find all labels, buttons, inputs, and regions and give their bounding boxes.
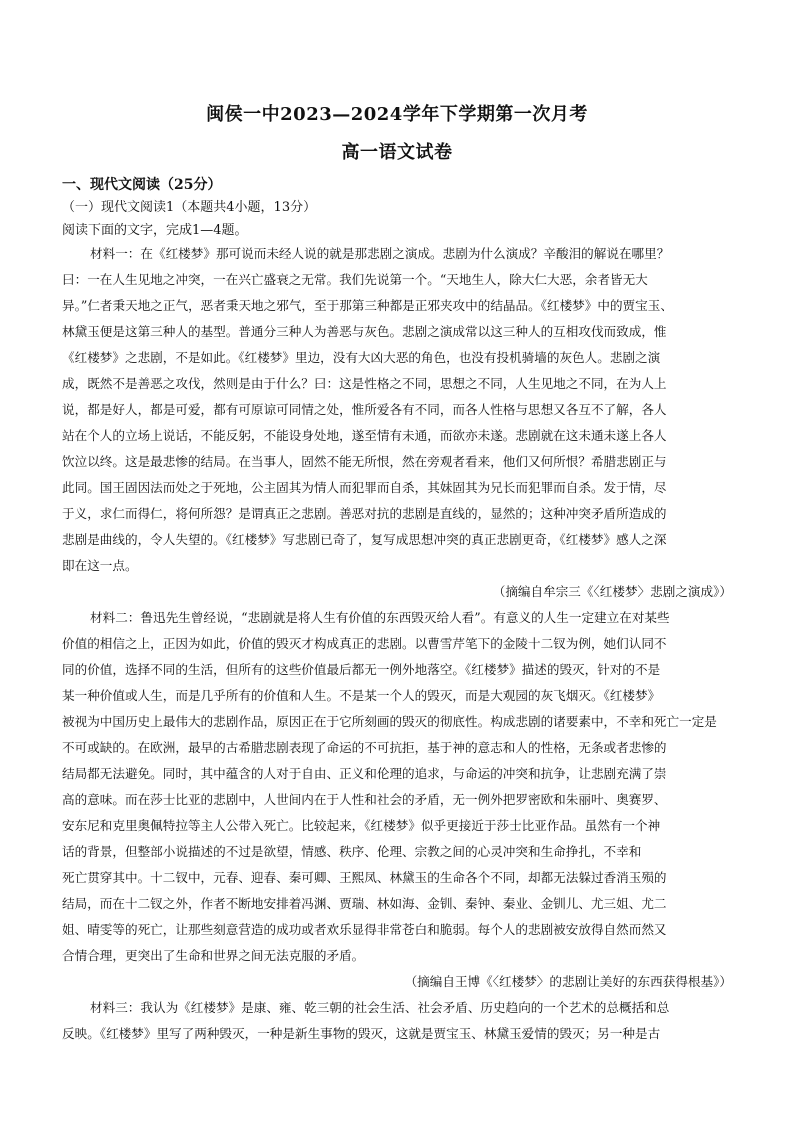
material2-line: 价值的相信之上，正因为如此，价值的毁灭才构成真正的悲剧。以曹雪芹笔下的金陵十二钗为例，她们认同不 bbox=[62, 636, 667, 651]
material2-line: 材料二：鲁迅先生曾经说，“悲剧就是将人生有价值的东西毁灭给人看”。有意义的人生一定建立在对某些 bbox=[90, 610, 670, 625]
part-heading: （一）现代文阅读1（本题共4小题，13分） bbox=[62, 200, 317, 215]
material1-line: 异。”仁者秉天地之正气，恶者秉天地之邪气，至于那第三种都是正邪夹攻中的结晶品。《红楼梦》中的贾宝玉、 bbox=[62, 298, 673, 313]
material2-line: 死亡贯穿其中。十二钗中，元春、迎春、秦可卿、王熙凤、林黛玉的生命各个不同，却都无法躲过香消玉殒的 bbox=[62, 870, 667, 885]
material2-line: 合情合理，更突出了生命和世界之间无法克服的矛盾。 bbox=[62, 948, 365, 963]
material1-source: （摘编自牟宗三《〈红楼梦〉悲剧之演成》） bbox=[492, 584, 732, 599]
material2-line: 安东尼和克里奥佩特拉等主人公带入死亡。比较起来，《红楼梦》似乎更接近于莎士比亚作品。虽然有一个神 bbox=[62, 818, 661, 833]
material1-line: 《红楼梦》之悲剧，不是如此。《红楼梦》里边，没有大凶大恶的角色，也没有投机骑墙的灰色人。悲剧之演 bbox=[62, 350, 661, 365]
material2-line: 被视为中国历史上最伟大的悲剧作品，原因正在于它所刻画的毁灭的彻底性。构成悲剧的诸要素中，不幸和死亡一定是 bbox=[62, 714, 717, 729]
material2-line: 高的意味。而在莎士比亚的悲剧中，人世间内在于人性和社会的矛盾，无一例外把罗密欧和朱丽叶、奥赛罗、 bbox=[62, 792, 667, 807]
section-heading: 一、现代文阅读（25分） bbox=[62, 177, 222, 193]
material2-line: 结局，而在十二钗之外，作者不断地安排着冯渊、贾瑞、林如海、金钏、秦钟、秦业、金钏儿、尤三姐、尤二 bbox=[62, 896, 667, 911]
material2-line: 不可或缺的。在欧洲，最早的古希腊悲剧表现了命运的不可抗拒，基于神的意志和人的性格，无条或者悲惨的 bbox=[62, 740, 667, 755]
material2-line: 同的价值，选择不同的生活，但所有的这些价值最后都无一例外地落空。《红楼梦》描述的毁灭，针对的不是 bbox=[62, 662, 661, 677]
material1-line: 林黛玉便是这第三种人的基型。普通分三种人为善恶与灰色。悲剧之演成常以这三种人的互相攻伐而致成，惟 bbox=[62, 324, 667, 339]
material1-line: 站在个人的立场上说话，不能反躬，不能设身处地，遂至情有未通，而欲亦未遂。悲剧就在这未通未遂上各人 bbox=[62, 428, 667, 443]
material1-line: 于义，求仁而得仁，将何所怨？是谓真正之悲剧。善恶对抗的悲剧是直线的，显然的；这种冲突矛盾所造成的 bbox=[62, 506, 667, 521]
material1-line: 悲剧是曲线的，令人失望的。《红楼梦》写悲剧已奇了，复写成思想冲突的真正悲剧更奇，《红楼梦》感人之深 bbox=[62, 532, 667, 547]
material1-line: 此同。国王固因法而处之于死地，公主固其为情人而犯罪而自杀，其妹固其为兄长而犯罪而自杀。发于情，尽 bbox=[62, 480, 667, 495]
material2-line: 话的背景，但整部小说描述的不过是欲望，情感、秩序、伦理、宗教之间的心灵冲突和生命挣扎，不幸和 bbox=[62, 844, 642, 859]
material1-line: 饮泣以终。这是最悲惨的结局。在当事人，固然不能无所恨，然在旁观者看来，他们又何所恨？希腊悲剧正与 bbox=[62, 454, 667, 469]
material2-line: 姐、晴雯等的死亡，让那些刻意营造的成功或者欢乐显得非常苍白和脆弱。每个人的悲剧被安放得自然而然又 bbox=[62, 922, 667, 937]
material1-line: 说，都是好人，都是可爱，都有可原谅可同情之处，惟所爱各有不同，而各人性格与思想又各互不了解，各人 bbox=[62, 402, 667, 417]
material1-line: 成，既然不是善恶之攻伐，然则是由于什么？曰：这是性格之不同，思想之不同，人生见地之不同，在为人上 bbox=[62, 376, 667, 391]
material2-line: 结局都无法避免。同时，其中蕴含的人对于自由、正义和伦理的追求，与命运的冲突和抗争，让悲剧充满了崇 bbox=[62, 766, 667, 781]
material2-source: （摘编自王博《〈红楼梦〉的悲剧让美好的东西获得根基》） bbox=[404, 974, 732, 989]
material3-line: 反映。《红楼梦》里写了两种毁灭，一种是新生事物的毁灭，这就是贾宝玉、林黛玉爱情的毁灭；另一种是古 bbox=[62, 1026, 661, 1041]
material3-line: 材料三：我认为《红楼梦》是康、雍、乾三朝的社会生活、社会矛盾、历史趋向的一个艺术的总概括和总 bbox=[90, 1000, 670, 1015]
exam-title: 闽侯一中2023—2024学年下学期第一次月考 bbox=[206, 104, 588, 125]
material1-line: 即在这一点。 bbox=[62, 558, 138, 573]
reading-instruction: 阅读下面的文字，完成1—4题。 bbox=[62, 223, 248, 238]
material1-line: 曰：一在人生见地之冲突，一在兴亡盛衰之无常。我们先说第一个。“天地生人，除大仁大恶，余者皆无大 bbox=[62, 272, 648, 287]
material2-line: 某一种价值或人生，而是几乎所有的价值和人生。不是某一个人的毁灭，而是大观园的灰飞烟灭。《红楼梦》 bbox=[62, 688, 661, 703]
exam-subtitle: 高一语文试卷 bbox=[341, 142, 453, 163]
material1-line: 材料一：在《红楼梦》那可说而未经人说的就是那悲剧之演成。悲剧为什么演成？辛酸泪的解说在哪里？ bbox=[90, 246, 670, 261]
